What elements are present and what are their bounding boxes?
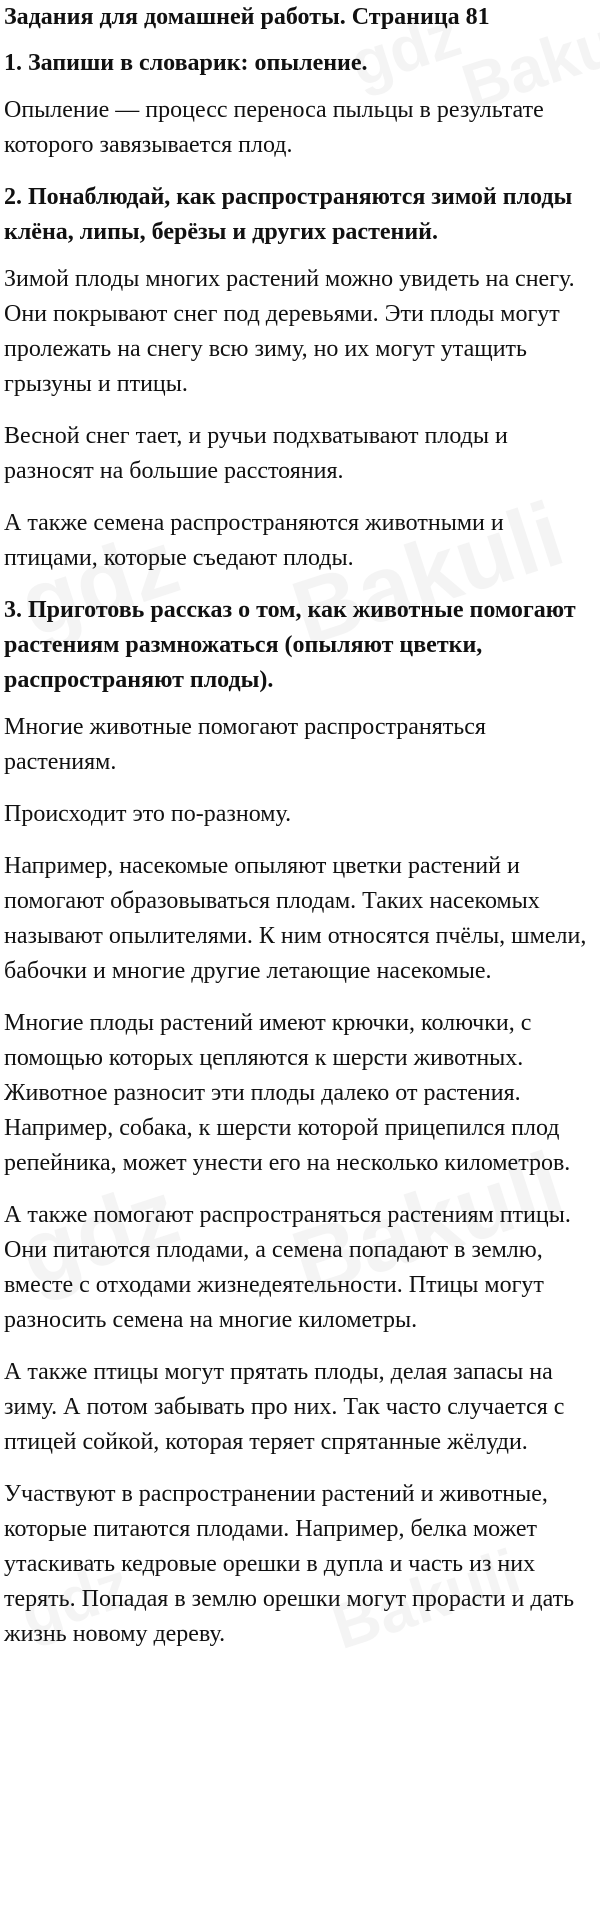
task-3-section bbox=[4, 593, 594, 1652]
task-3-paragraph: Многие животные помогают распространяться растениям. bbox=[4, 714, 486, 775]
task-3-paragraph: Например, насекомые опыляют цветки растений и помогают образовываться плодам. Таких насекомых называют опылителями. К ним относятся пчёлы, шмели, бабочки и многие другие летающие насекомые. bbox=[4, 853, 587, 984]
task-3-paragraph: Происходит это по-разному. bbox=[4, 801, 292, 827]
task-1-heading: 1. Запиши в словарик: опыление. bbox=[4, 50, 368, 76]
task-2-paragraph: Зимой плоды многих растений можно увидеть на снегу. Они покрывают снег под деревьями. Эти плоды могут пролежать на снегу всю зиму, но их могут утащить грызуны и птицы. bbox=[4, 266, 575, 397]
task-3-heading: 3. Приготовь рассказ о том, как животные помогают растениям размножаться (опыляют цветки, распространяют плоды). bbox=[4, 597, 576, 693]
task-2-heading: 2. Понаблюдай, как распространяются зимой плоды клёна, липы, берёзы и других растений. bbox=[4, 184, 573, 245]
task-3-paragraph: Многие плоды растений имеют крючки, колючки, с помощью которых цепляются к шерсти животных. Животное разносит эти плоды далеко от растения. Например, собака, к шерсти которой прицепился плод репейника, может унести его на несколько километров. bbox=[4, 1010, 571, 1176]
task-3-paragraph: Участвуют в распространении растений и животные, которые питаются плодами. Например, белка может утаскивать кедровые орешки в дупла и часть из них терять. Попадая в землю орешки могут прорасти и дать жизнь новому дереву. bbox=[4, 1481, 575, 1647]
page-title: Задания для домашней работы. Страница 81 bbox=[4, 4, 490, 30]
task-1-paragraph: Опыление — процесс переноса пыльцы в результате которого завязывается плод. bbox=[4, 97, 544, 158]
task-2-section bbox=[4, 180, 594, 576]
task-2-paragraph: А также семена распространяются животными и птицами, которые съедают плоды. bbox=[4, 510, 504, 571]
task-1-section bbox=[4, 46, 594, 163]
task-2-paragraph: Весной снег тает, и ручьи подхватывают плоды и разносят на большие расстояния. bbox=[4, 423, 508, 484]
task-3-paragraph: А также птицы могут прятать плоды, делая запасы на зиму. А потом забывать про них. Так часто случается с птицей сойкой, которая теряет спрятанные жёлуди. bbox=[4, 1359, 565, 1455]
document-page bbox=[0, 2, 600, 1912]
task-3-paragraph: А также помогают распространяться растениям птицы. Они питаются плодами, а семена попадают в землю, вместе с отходами жизнедеятельности. Птицы могут разносить семена на многие километры. bbox=[4, 1202, 571, 1333]
document-content bbox=[4, 2, 594, 1652]
